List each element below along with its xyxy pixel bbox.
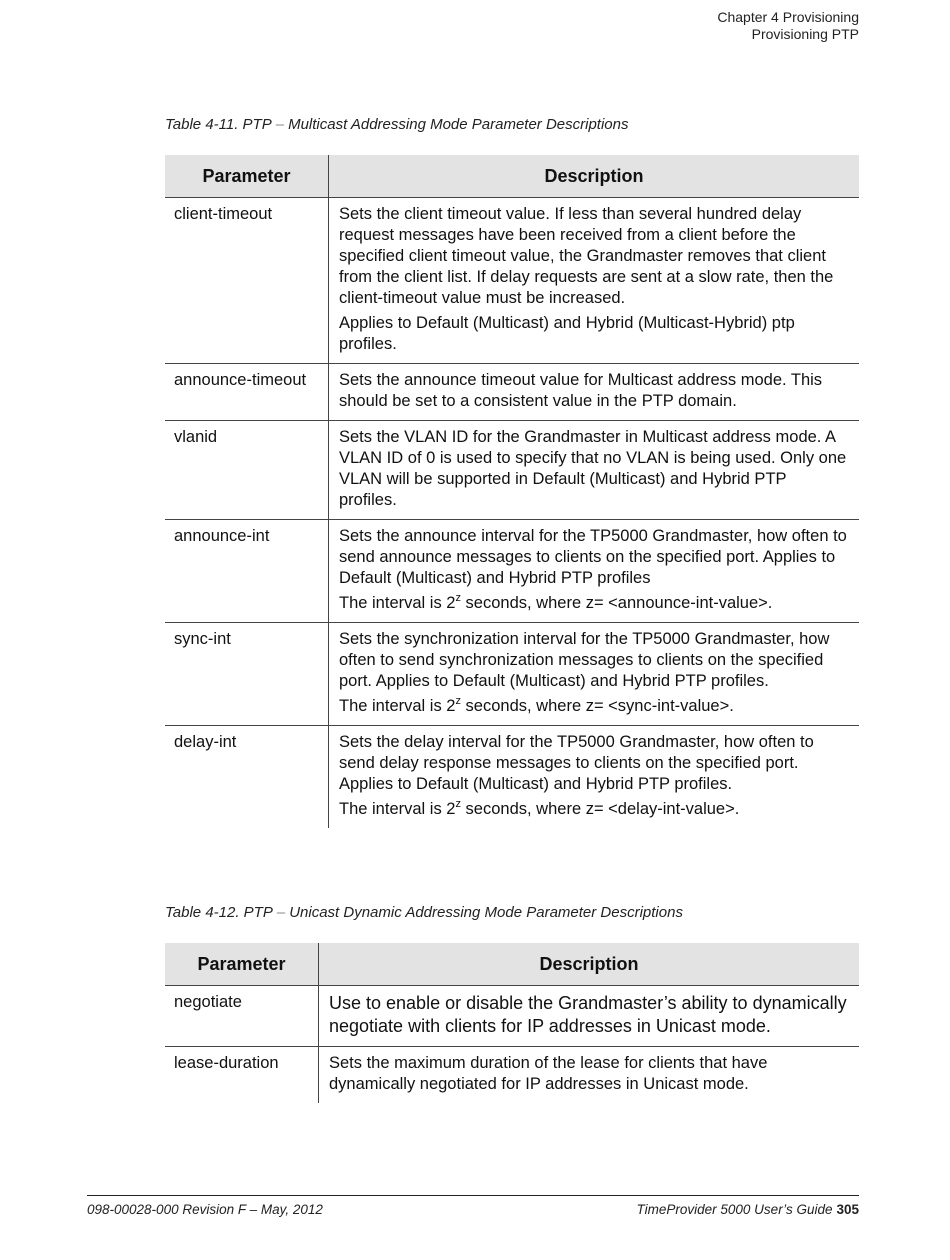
caption-dash: – [276, 904, 286, 921]
unicast-dynamic-parameter-table [165, 943, 859, 1103]
caption-prefix: Table 4-11. PTP [165, 116, 272, 133]
interval-text: The interval is 2 [339, 594, 456, 612]
description-text: Sets the VLAN ID for the Grandmaster in Multicast address mode. A VLAN ID of 0 is used to specify that no VLAN is being used. Only one VLAN will be supported in Default (Multicast) and Hybrid PTP profiles. [339, 428, 847, 509]
parameter-description [329, 421, 860, 520]
parameter-name: client-timeout [165, 198, 329, 364]
section-title: Provisioning PTP [751, 26, 859, 42]
caption-dash: – [275, 116, 285, 133]
parameter-description [329, 726, 860, 829]
description-text: Sets the maximum duration of the lease for clients that have dynamically negotiated for IP addresses in Unicast mode. [329, 1054, 768, 1093]
description-note: Applies to Default (Multicast) and Hybrid (Multicast-Hybrid) ptp profiles. [339, 314, 795, 353]
table-4-11-caption [165, 116, 629, 133]
parameter-name: sync-int [165, 623, 329, 726]
table-row [165, 1047, 859, 1104]
interval-formula [339, 799, 847, 820]
page-number: 305 [836, 1202, 859, 1217]
parameter-name: delay-int [165, 726, 329, 829]
caption-prefix: Table 4-12. PTP [165, 904, 273, 921]
interval-text: The interval is 2 [339, 800, 456, 818]
parameter-column-header: Parameter [165, 943, 319, 986]
parameter-column-header: Parameter [165, 155, 329, 198]
description-text: Sets the announce interval for the TP5000 Grandmaster, how often to send announce messages to clients on the specified port. Applies to Default (Multicast) and Hybrid PTP profiles [339, 527, 847, 587]
table-row [165, 198, 859, 364]
page-header [717, 9, 859, 43]
interval-exponent: z [455, 592, 461, 604]
description-text: Sets the announce timeout value for Multicast address mode. This should be set to a consistent value in the PTP domain. [339, 371, 823, 410]
chapter-title: Chapter 4 Provisioning [717, 9, 859, 25]
parameter-name: announce-timeout [165, 364, 329, 421]
table-row [165, 726, 859, 829]
table-row [165, 986, 859, 1047]
parameter-description [319, 986, 860, 1047]
parameter-name: announce-int [165, 520, 329, 623]
parameter-name: lease-duration [165, 1047, 319, 1104]
interval-suffix: seconds, where z= <announce-int-value>. [460, 594, 773, 612]
multicast-parameter-table [165, 155, 859, 828]
table-row [165, 421, 859, 520]
description-column-header: Description [319, 943, 860, 986]
description-text: Use to enable or disable the Grandmaster’s ability to dynamically negotiate with clients for IP addresses in Unicast mode. [329, 993, 847, 1036]
table-4-12-caption [165, 904, 683, 921]
table-row [165, 364, 859, 421]
description-text: Sets the delay interval for the TP5000 Grandmaster, how often to send delay response messages to clients on the specified port. Applies to Default (Multicast) and Hybrid PTP profiles. [339, 733, 814, 793]
interval-suffix: seconds, where z= <sync-int-value>. [460, 697, 734, 715]
parameter-description [329, 520, 860, 623]
interval-exponent: z [455, 695, 461, 707]
table-header-row [165, 943, 859, 986]
caption-text: Unicast Dynamic Addressing Mode Parameter Descriptions [289, 904, 683, 921]
footer-doc-id: 098-00028-000 Revision F – May, 2012 [87, 1202, 323, 1217]
interval-suffix: seconds, where z= <delay-int-value>. [460, 800, 740, 818]
parameter-description [319, 1047, 860, 1104]
interval-exponent: z [455, 798, 461, 810]
table-header-row [165, 155, 859, 198]
caption-text: Multicast Addressing Mode Parameter Descriptions [288, 116, 629, 133]
parameter-description [329, 364, 860, 421]
interval-formula [339, 593, 847, 614]
description-column-header: Description [329, 155, 860, 198]
table-row [165, 520, 859, 623]
description-text: Sets the client timeout value. If less than several hundred delay request messages have been received from a client before the specified client timeout value, the Grandmaster removes that client from the client list. If delay requests are sent at a slow rate, then the client-timeout value must be increased. [339, 205, 834, 307]
parameter-description [329, 623, 860, 726]
interval-formula [339, 696, 847, 717]
table-row [165, 623, 859, 726]
page-footer-right [637, 1202, 860, 1217]
interval-text: The interval is 2 [339, 697, 456, 715]
description-text: Sets the synchronization interval for the TP5000 Grandmaster, how often to send synchronization messages to clients on the specified port. Applies to Default (Multicast) and Hybrid PTP profiles. [339, 630, 830, 690]
guide-title: TimeProvider 5000 User’s Guide [636, 1202, 833, 1217]
footer-divider [87, 1195, 859, 1196]
parameter-name: negotiate [165, 986, 319, 1047]
parameter-description [329, 198, 860, 364]
parameter-name: vlanid [165, 421, 329, 520]
